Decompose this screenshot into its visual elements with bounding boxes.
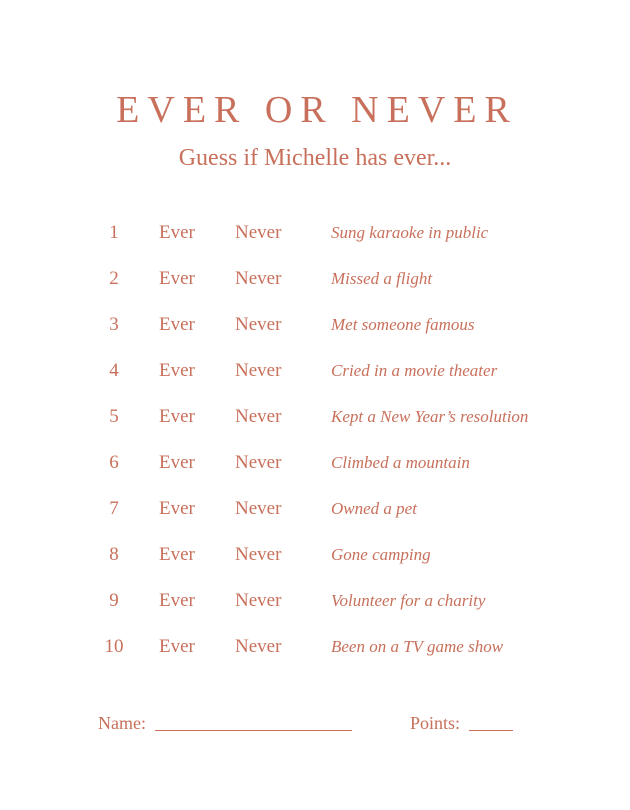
ever-option[interactable]: Ever	[159, 452, 195, 473]
question-row	[0, 494, 630, 540]
question-number: 1	[109, 222, 119, 243]
points-blank-line[interactable]	[469, 730, 513, 731]
ever-option[interactable]: Ever	[159, 314, 195, 335]
question-number: 10	[104, 636, 124, 657]
never-option[interactable]: Never	[235, 636, 282, 657]
never-option[interactable]: Never	[235, 406, 282, 427]
never-option[interactable]: Never	[235, 452, 282, 473]
question-row	[0, 586, 630, 632]
question-text: Climbed a mountain	[331, 453, 470, 472]
never-option[interactable]: Never	[235, 314, 282, 335]
question-number: 3	[109, 314, 119, 335]
question-number: 9	[109, 590, 119, 611]
name-blank-line[interactable]	[155, 730, 352, 731]
question-text: Volunteer for a charity	[331, 591, 486, 610]
question-number: 2	[109, 268, 119, 289]
page-subtitle: Guess if Michelle has ever...	[178, 145, 452, 171]
question-text: Gone camping	[331, 545, 431, 564]
question-text: Owned a pet	[331, 499, 417, 518]
ever-option[interactable]: Ever	[159, 590, 195, 611]
question-text: Sung karaoke in public	[331, 223, 489, 242]
question-number: 4	[109, 360, 119, 381]
ever-option[interactable]: Ever	[159, 636, 195, 657]
question-text: Kept a New Year’s resolution	[331, 407, 529, 426]
question-list	[0, 218, 630, 678]
question-number: 5	[109, 406, 119, 427]
ever-option[interactable]: Ever	[159, 360, 195, 381]
ever-option[interactable]: Ever	[159, 544, 195, 565]
question-row	[0, 540, 630, 586]
question-row	[0, 218, 630, 264]
name-label: Name:	[98, 713, 146, 733]
ever-option[interactable]: Ever	[159, 406, 195, 427]
question-text: Been on a TV game show	[331, 637, 504, 656]
page-title: EVER OR NEVER	[116, 89, 518, 131]
ever-option[interactable]: Ever	[159, 222, 195, 243]
never-option[interactable]: Never	[235, 590, 282, 611]
question-text: Met someone famous	[331, 315, 475, 334]
question-text: Missed a flight	[331, 269, 433, 288]
never-option[interactable]: Never	[235, 268, 282, 289]
never-option[interactable]: Never	[235, 498, 282, 519]
question-row	[0, 264, 630, 310]
points-label: Points:	[410, 713, 461, 733]
never-option[interactable]: Never	[235, 544, 282, 565]
question-number: 8	[109, 544, 119, 565]
question-text: Cried in a movie theater	[331, 361, 498, 380]
question-row	[0, 356, 630, 402]
ever-option[interactable]: Ever	[159, 498, 195, 519]
never-option[interactable]: Never	[235, 222, 282, 243]
question-number: 7	[109, 498, 119, 519]
ever-option[interactable]: Ever	[159, 268, 195, 289]
question-row	[0, 310, 630, 356]
question-number: 6	[109, 452, 119, 473]
question-row	[0, 448, 630, 494]
question-row	[0, 402, 630, 448]
question-row	[0, 632, 630, 678]
never-option[interactable]: Never	[235, 360, 282, 381]
